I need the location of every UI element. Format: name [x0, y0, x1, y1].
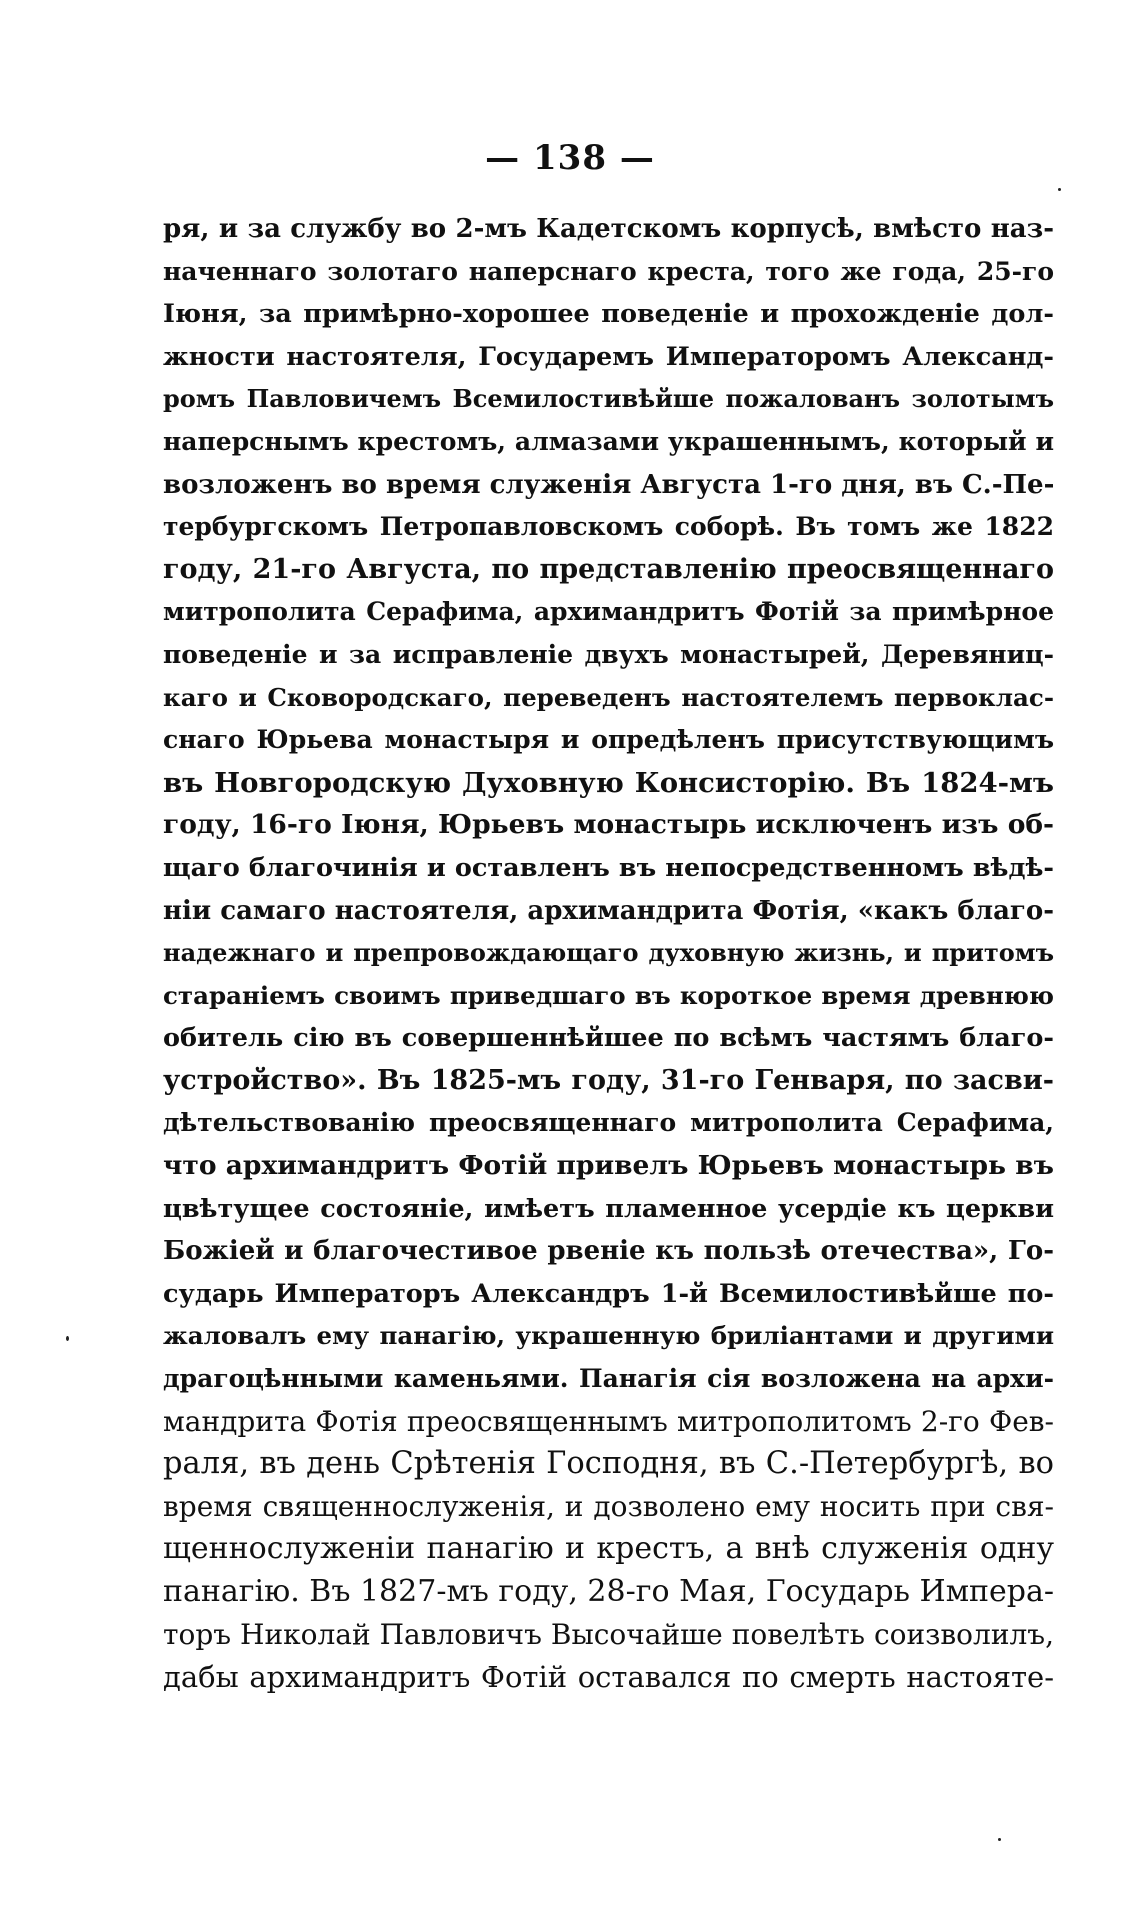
- text-line: цвѣтущее состояніе, имѣетъ пламенное усердіе къ церкви: [163, 1193, 1054, 1224]
- text-line: ромъ Павловичемъ Всемилостивѣйше пожалованъ золотымъ: [163, 384, 1054, 414]
- scan-speck: [998, 1838, 1001, 1841]
- text-line: наперснымъ крестомъ, алмазами украшеннымъ, который и: [163, 426, 1054, 456]
- text-line: устройство». Въ 1825-мъ году, 31-го Генваря, по засви-: [163, 1064, 1054, 1096]
- text-line: щаго благочинія и оставленъ въ непосредственномъ вѣдѣ-: [163, 852, 1054, 883]
- text-line: панагію. Въ 1827-мъ году, 28-го Мая, Государь Импера-: [163, 1574, 1054, 1609]
- text-line: въ Новгородскую Духовную Консисторію. Въ 1824-мъ: [163, 766, 1054, 799]
- text-line: время священнослуженія, и дозволено ему носить при свя-: [163, 1489, 1054, 1523]
- text-line: стараніемъ своимъ приведшаго въ короткое время древнюю: [163, 980, 1054, 1010]
- body-text: [163, 208, 1054, 1699]
- page-number: — 138 —: [485, 138, 655, 178]
- text-line: ніи самаго настоятеля, архимандрита Фотія, «какъ благо-: [163, 895, 1054, 926]
- text-line: жности настоятеля, Государемъ Императоромъ Александ-: [163, 341, 1054, 372]
- text-line: сударь Императоръ Александръ 1-й Всемилостивѣйше по-: [163, 1278, 1054, 1309]
- text-line: мандрита Фотія преосвященнымъ митрополитомъ 2-го Фев-: [163, 1404, 1054, 1438]
- text-line: торъ Николай Павловичъ Высочайше повелѣть соизволилъ,: [163, 1617, 1054, 1651]
- text-line: тербургскомъ Петропавловскомъ соборѣ. Въ томъ же 1822: [163, 512, 1054, 542]
- text-line: жаловалъ ему панагію, украшенную бриліантами и другими: [163, 1321, 1054, 1351]
- text-line: снаго Юрьева монастыря и опредѣленъ присутствующимъ: [163, 725, 1054, 755]
- text-line: году, 21-го Августа, по представленію преосвященнаго: [163, 553, 1054, 585]
- text-line: дабы архимандритъ Фотій оставался по смерть настояте-: [163, 1660, 1054, 1695]
- text-line: раля, въ день Срѣтенія Господня, въ С.-Петербургѣ, во: [163, 1446, 1054, 1482]
- text-line: надежнаго и препровождающаго духовную жизнь, и притомъ: [163, 938, 1054, 968]
- scan-speck: [1058, 188, 1061, 191]
- text-line: щеннослуженіи панагію и крестъ, а внѣ служенія одну: [163, 1531, 1054, 1567]
- text-line: ря, и за службу во 2-мъ Кадетскомъ корпусѣ, вмѣсто наз-: [163, 214, 1054, 244]
- text-line: возложенъ во время служенія Августа 1-го дня, въ С.-Пе-: [163, 469, 1055, 500]
- text-line: драгоцѣнными каменьями. Панагія сія возложена на архи-: [163, 1364, 1054, 1394]
- text-line: поведеніе и за исправленіе двухъ монастырей, Деревяниц-: [163, 639, 1054, 669]
- scan-speck: [66, 1336, 69, 1341]
- text-line: дѣтельствованію преосвященнаго митрополита Серафима,: [163, 1108, 1054, 1138]
- text-line: каго и Сковородскаго, переведенъ настоятелемъ первоклас-: [163, 682, 1054, 712]
- text-line: что архимандритъ Фотій привелъ Юрьевъ монастырь въ: [163, 1150, 1054, 1182]
- text-line: наченнаго золотаго наперснаго креста, того же года, 25-го: [163, 256, 1054, 286]
- text-line: обитель сію въ совершеннѣйшее по всѣмъ частямъ благо-: [163, 1023, 1054, 1054]
- text-line: митрополита Серафима, архимандритъ Фотій за примѣрное: [163, 597, 1054, 627]
- text-line: Іюня, за примѣрно-хорошее поведеніе и прохожденіе дол-: [163, 299, 1054, 330]
- text-line: году, 16-го Іюня, Юрьевъ монастырь исключенъ изъ об-: [163, 809, 1055, 841]
- text-line: Божіей и благочестивое рвеніе къ пользѣ отечества», Го-: [163, 1236, 1054, 1267]
